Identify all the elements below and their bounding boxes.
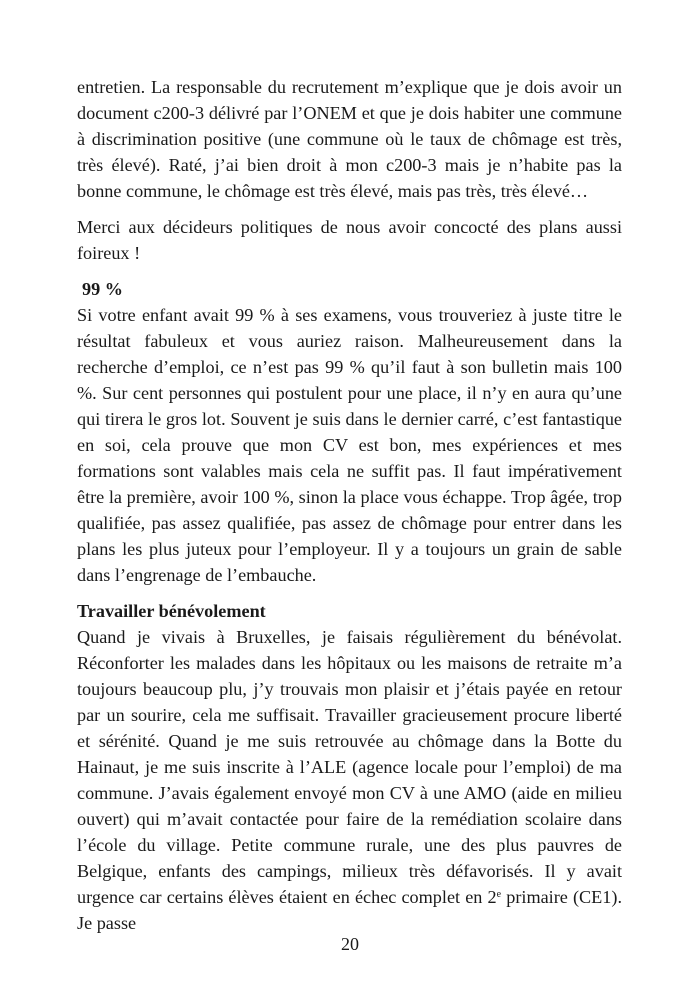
document-page [77, 74, 622, 946]
paragraph-benevolat-text: Quand je vivais à Bruxelles, je faisais régulièrement du bénévolat. Réconforter les malades dans les hôpitaux ou les maisons de retraite m’a toujours beaucoup plu, j’y trouvais mon plaisir et j’étais payée en retour par un sourire, cela me suffisait. Travailler gracieusement procure liberté et sérénité. Quand je me suis retrouvée au chômage dans la Botte du Hainaut, je me suis inscrite à l’ALE (agence locale pour l’emploi) de ma commune. J’avais également envoyé mon CV à une AMO (aide en milieu ouvert) qui m’avait contactée pour faire de la remédiation scolaire dans l’école du village. Petite commune rurale, une des plus pauvres de Belgique, enfants des campings, milieux très défavorisés. Il y avait urgence car certains élèves étaient en échec complet en 2 [77, 627, 622, 907]
paragraph-99-percent: Si votre enfant avait 99 % à ses examens, vous trouveriez à juste titre le résultat fabuleux et vous auriez raison. Malheureusement dans la recherche d’emploi, ce n’est pas 99 % qu’il faut à son bulletin mais 100 %. Sur cent personnes qui postulent pour une place, il n’y en aura qu’une qui tirera le gros lot. Souvent je suis dans le dernier carré, c’est fantastique en soi, cela prouve que mon CV est bon, mes expériences et mes formations sont valables mais cela ne suffit pas. Il faut impérativement être la première, avoir 100 %, sinon la place vous échappe. Trop âgée, trop qualifiée, pas assez qualifiée, pas assez de chômage pour entrer dans les plans les plus juteux pour l’employeur. Il y a toujours un grain de sable dans l’engrenage de l’embauche. [77, 305, 622, 585]
section-heading-99-percent: 99 % [82, 279, 123, 299]
paragraph-benevolat-end: primaire (CE1). Je passe [77, 887, 622, 933]
page-number: 20 [341, 934, 359, 954]
paragraph-entretien: entretien. La responsable du recrutement m’explique que je dois avoir un document c200-3 délivré par l’ONEM et que je dois habiter une commune à discrimination positive (une commune où le taux de chômage est très, très élevé). Raté, j’ai bien droit à mon c200-3 mais je n’habite pas la bonne commune, le chômage est très élevé, mais pas très, très élevé… [77, 77, 622, 201]
section-heading-benevolat: Travailler bénévolement [77, 601, 266, 621]
ordinal-superscript: e [496, 889, 502, 900]
paragraph-merci: Merci aux décideurs politiques de nous avoir concocté des plans aussi foireux ! [77, 217, 622, 263]
paragraph-benevolat [77, 624, 622, 936]
